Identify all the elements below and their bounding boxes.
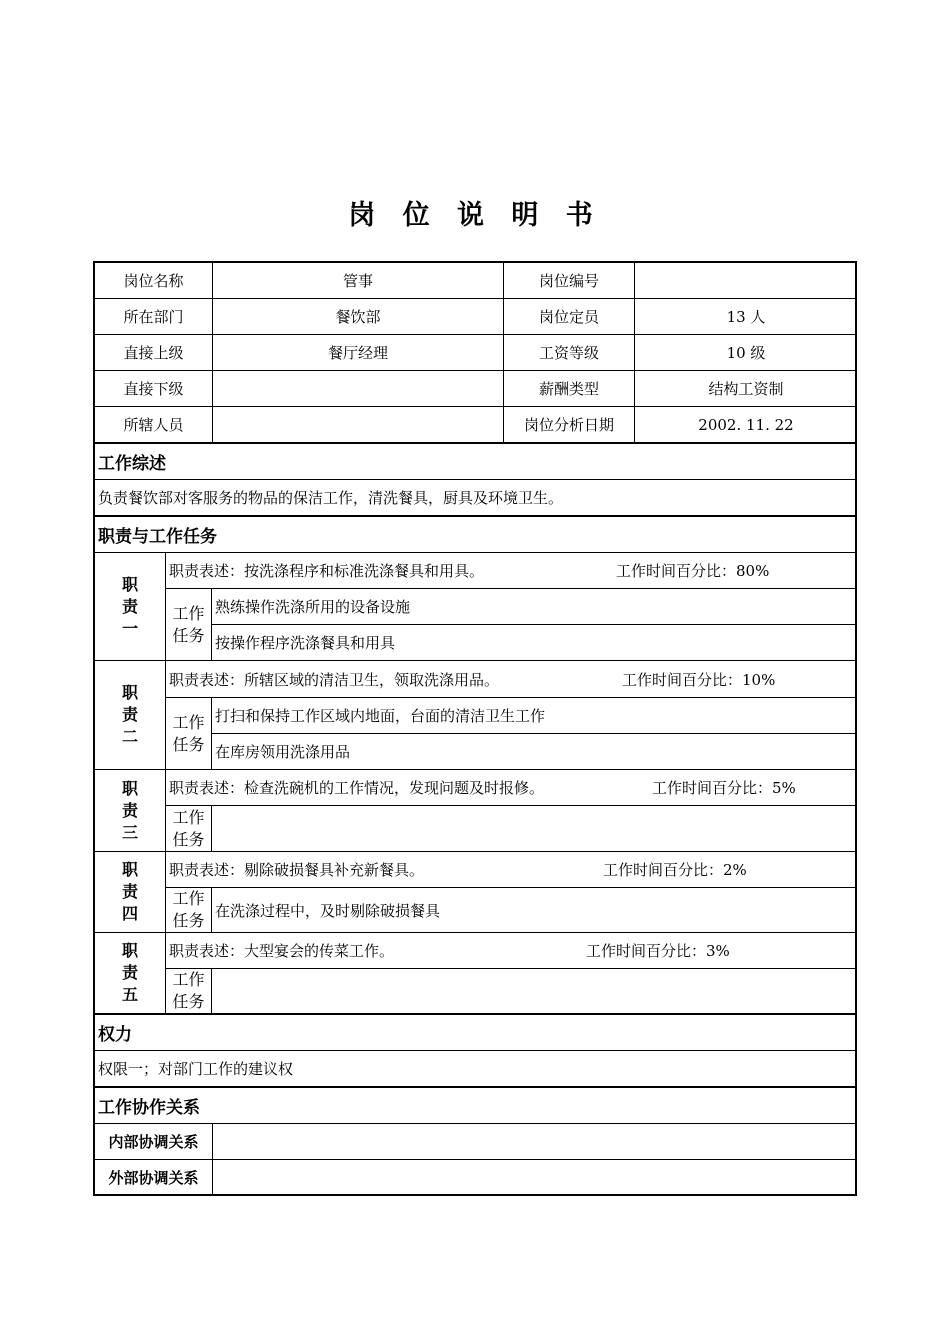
duty-5-desc-row [166, 933, 857, 969]
post-no-label: 岗位编号 [504, 263, 635, 299]
duty-3-task-1 [212, 806, 857, 852]
grade-label: 工资等级 [504, 335, 635, 371]
duty-2-label: 职 责 二 [95, 661, 166, 770]
duty-5-task-label: 工作 任务 [166, 969, 212, 1015]
dept-label: 所在部门 [95, 299, 213, 335]
pay-type-label: 薪酬类型 [504, 371, 635, 407]
duty-1-task-1: 熟练操作洗涤所用的设备设施 [212, 589, 857, 625]
duty-1-task-2: 按操作程序洗涤餐具和用具 [212, 625, 857, 661]
pay-type-value: 结构工资制 [635, 371, 857, 407]
post-no-value [635, 263, 857, 299]
duty-2-pct: 工作时间百分比：10% [622, 670, 776, 689]
subordinate-value [213, 371, 504, 407]
duty-5-pct: 工作时间百分比：3% [586, 942, 730, 960]
duty-4-task-label: 工作 任务 [166, 888, 212, 933]
duty-1-desc: 职责表述：按洗涤程序和标准洗涤餐具和用具。 [169, 562, 485, 580]
duty-2-task-label: 工作 任务 [166, 698, 212, 770]
duty-3-desc-row [166, 770, 857, 806]
post-name-label: 岗位名称 [95, 263, 213, 299]
duty-4-pct: 工作时间百分比：2% [603, 861, 747, 879]
duty-5-desc: 职责表述：大型宴会的传菜工作。 [169, 942, 395, 960]
superior-label: 直接上级 [95, 335, 213, 371]
duty-5-label: 职 责 五 [95, 933, 166, 1015]
superior-value: 餐厅经理 [213, 335, 504, 371]
duty-4-desc-row [166, 852, 857, 888]
external-relations-value [213, 1160, 857, 1194]
analysis-date-label: 岗位分析日期 [504, 407, 635, 444]
duty-4-desc: 职责表述：剔除破损餐具补充新餐具。 [169, 861, 425, 879]
external-relations-label: 外部协调关系 [95, 1160, 213, 1194]
job-description-table [93, 261, 857, 1196]
duty-3-desc: 职责表述：检查洗碗机的工作情况，发现问题及时报修。 [169, 779, 545, 797]
duty-4-task-1: 在洗涤过程中，及时剔除破损餐具 [212, 888, 857, 933]
staff-label: 所辖人员 [95, 407, 213, 444]
duty-2-task-1: 打扫和保持工作区域内地面，台面的清洁卫生工作 [212, 698, 857, 734]
authority-text: 权限一；对部门工作的建议权 [95, 1051, 857, 1088]
post-name-value: 管事 [213, 263, 504, 299]
document-title: 岗 位 说 明 书 [348, 200, 602, 231]
duty-1-pct: 工作时间百分比：80% [616, 562, 770, 580]
grade-value: 10 级 [635, 335, 857, 371]
headcount-label: 岗位定员 [504, 299, 635, 335]
summary-text: 负责餐饮部对客服务的物品的保洁工作，清洗餐具，厨具及环境卫生。 [95, 480, 857, 517]
duty-3-pct: 工作时间百分比：5% [652, 779, 796, 797]
relations-heading: 工作协作关系 [95, 1088, 857, 1124]
duty-2-desc: 职责表述：所辖区域的清洁卫生，领取洗涤用品。 [169, 670, 500, 689]
staff-value [213, 407, 504, 444]
duties-heading: 职责与工作任务 [95, 517, 857, 553]
duty-1-label: 职 责 一 [95, 553, 166, 661]
duty-1-desc-row [166, 553, 857, 589]
analysis-date-value: 2002. 11. 22 [635, 407, 857, 444]
duty-4-label: 职 责 四 [95, 852, 166, 933]
summary-heading: 工作综述 [95, 444, 857, 480]
duty-3-label: 职 责 三 [95, 770, 166, 852]
duty-3-task-label: 工作 任务 [166, 806, 212, 852]
duty-2-task-2: 在库房领用洗涤用品 [212, 734, 857, 770]
internal-relations-label: 内部协调关系 [95, 1124, 213, 1160]
internal-relations-value [213, 1124, 857, 1160]
authority-heading: 权力 [95, 1015, 857, 1051]
dept-value: 餐饮部 [213, 299, 504, 335]
duty-2-desc-row [166, 661, 857, 698]
duty-1-task-label: 工作 任务 [166, 589, 212, 661]
headcount-value: 13 人 [635, 299, 857, 335]
duty-5-task-1 [212, 969, 857, 1015]
subordinate-label: 直接下级 [95, 371, 213, 407]
